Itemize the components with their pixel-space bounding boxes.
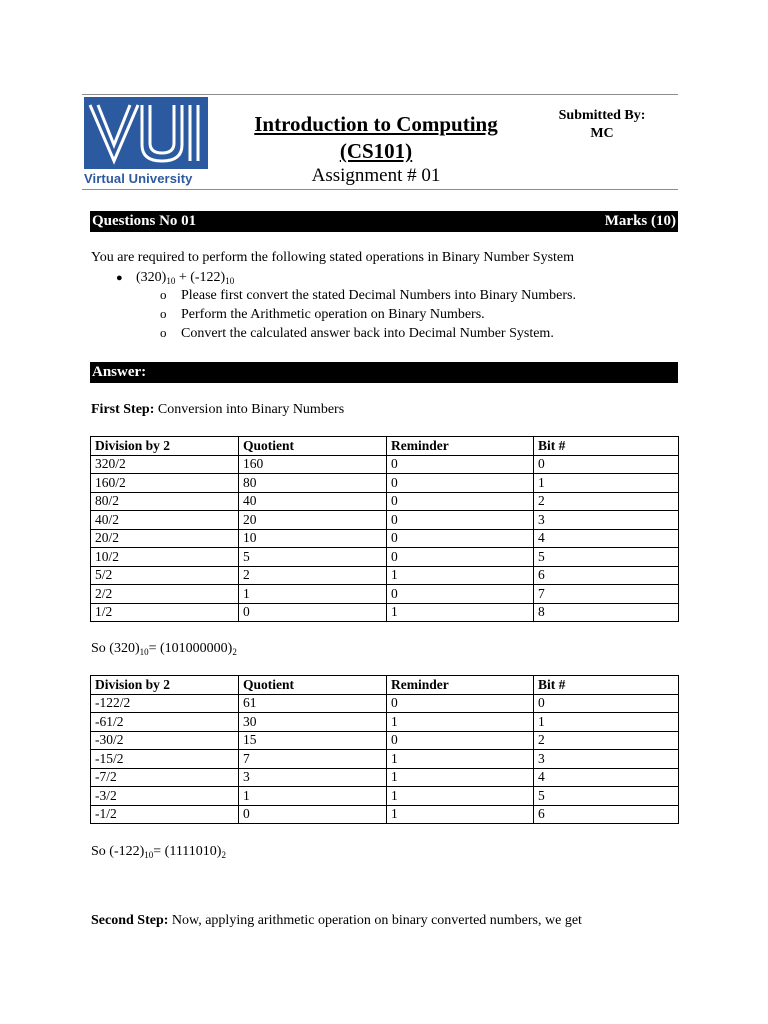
vu-logo-mark — [84, 97, 208, 169]
table-cell: -61/2 — [91, 713, 239, 732]
table-cell: 3 — [534, 750, 679, 769]
circle-bullet-icon: o — [160, 325, 167, 340]
circle-bullet-icon: o — [160, 306, 167, 321]
course-code: (CS101) — [339, 139, 413, 163]
table-cell: 4 — [534, 768, 679, 787]
table-cell: -3/2 — [91, 787, 239, 806]
column-header: Reminder — [387, 437, 534, 456]
table-cell: 1 — [387, 787, 534, 806]
table-cell: 7 — [239, 750, 387, 769]
bullet-icon: ● — [116, 272, 123, 284]
table-cell: 30 — [239, 713, 387, 732]
column-header: Bit # — [534, 437, 679, 456]
table-cell: 1/2 — [91, 603, 239, 622]
table-cell: 1 — [387, 768, 534, 787]
first-step-line — [91, 402, 344, 418]
table-cell: 3 — [534, 511, 679, 530]
table-row — [91, 529, 679, 548]
table-cell: 0 — [387, 511, 534, 530]
table-cell: 1 — [534, 713, 679, 732]
table-cell: 4 — [534, 529, 679, 548]
column-header: Quotient — [239, 676, 387, 695]
submitted-by-name: MC — [590, 126, 614, 141]
table-cell: 5 — [239, 548, 387, 567]
table-row — [91, 750, 679, 769]
table-row — [91, 805, 679, 824]
first-step-text: Conversion into Binary Numbers — [154, 402, 345, 417]
table-cell: 0 — [387, 455, 534, 474]
table-header-row — [91, 437, 679, 456]
answer-bar — [90, 362, 678, 383]
question-expression: $(320)_{10} + (-122)_{10}$ — [136, 270, 235, 286]
second-step-line — [91, 913, 582, 929]
table-cell: 1 — [387, 750, 534, 769]
table-cell: 0 — [239, 805, 387, 824]
table-cell: 20 — [239, 511, 387, 530]
column-header: Quotient — [239, 437, 387, 456]
virtual-university-logo — [84, 97, 208, 189]
table-cell: 0 — [387, 492, 534, 511]
logo-text: Virtual University — [84, 171, 193, 186]
table-cell: 2 — [534, 731, 679, 750]
vu-logo-icon — [84, 97, 208, 169]
table-cell: 10 — [239, 529, 387, 548]
result-minus122: So $(-122)_{10}= (1111010)_2$ — [91, 844, 226, 860]
table-cell: 3 — [239, 768, 387, 787]
column-header: Division by 2 — [91, 437, 239, 456]
table-row — [91, 492, 679, 511]
table-cell: 1 — [534, 474, 679, 493]
conversion-table-minus122 — [90, 675, 679, 824]
table-cell: -15/2 — [91, 750, 239, 769]
table-cell: 5/2 — [91, 566, 239, 585]
table-cell: 1 — [239, 585, 387, 604]
second-step-label: Second Step: — [91, 913, 169, 928]
table-cell: 80/2 — [91, 492, 239, 511]
table-cell: 5 — [534, 787, 679, 806]
answer-title: Answer: — [92, 364, 147, 380]
table-row — [91, 603, 679, 622]
table-row — [91, 511, 679, 530]
table-cell: 1 — [387, 805, 534, 824]
table-cell: 2 — [239, 566, 387, 585]
table-cell: 0 — [534, 455, 679, 474]
step-item-1: Please first convert the stated Decimal Numbers into Binary Numbers. — [181, 288, 577, 303]
table-cell: 0 — [387, 474, 534, 493]
column-header: Bit # — [534, 676, 679, 695]
conversion-table-320 — [90, 436, 679, 622]
table-cell: 0 — [387, 731, 534, 750]
table-row — [91, 585, 679, 604]
assignment-number: Assignment # 01 — [311, 165, 441, 186]
table-cell: 160/2 — [91, 474, 239, 493]
table-cell: -30/2 — [91, 731, 239, 750]
circle-bullet-icon: o — [160, 287, 167, 302]
table-cell: 0 — [387, 694, 534, 713]
table-cell: 40 — [239, 492, 387, 511]
table-row — [91, 474, 679, 493]
table-cell: 2 — [534, 492, 679, 511]
table-cell: 1 — [239, 787, 387, 806]
second-step-text: Now, applying arithmetic operation on binary converted numbers, we get — [168, 913, 582, 928]
table-row — [91, 694, 679, 713]
table-row — [91, 566, 679, 585]
question-instruction: You are required to perform the following stated operations in Binary Number System — [91, 250, 575, 265]
table-cell: 8 — [534, 603, 679, 622]
table-row — [91, 787, 679, 806]
table-cell: -1/2 — [91, 805, 239, 824]
table-cell: 1 — [387, 566, 534, 585]
column-header: Reminder — [387, 676, 534, 695]
table-cell: 10/2 — [91, 548, 239, 567]
question-bar — [90, 211, 678, 232]
table-cell: -7/2 — [91, 768, 239, 787]
table-cell: 40/2 — [91, 511, 239, 530]
question-title: Questions No 01 — [92, 213, 197, 229]
table-header-row — [91, 676, 679, 695]
table-cell: 0 — [534, 694, 679, 713]
table-cell: 2/2 — [91, 585, 239, 604]
table-cell: 6 — [534, 566, 679, 585]
submitted-by-label: Submitted By: — [558, 108, 646, 123]
table-row — [91, 455, 679, 474]
table-cell: 15 — [239, 731, 387, 750]
table-cell: 20/2 — [91, 529, 239, 548]
table-row — [91, 731, 679, 750]
marks-label: Marks (10) — [604, 213, 676, 229]
table-cell: 7 — [534, 585, 679, 604]
table-cell: 0 — [239, 603, 387, 622]
table-cell: 160 — [239, 455, 387, 474]
table-row — [91, 768, 679, 787]
step-item-2: Perform the Arithmetic operation on Binary Numbers. — [181, 307, 485, 322]
table-cell: -122/2 — [91, 694, 239, 713]
header-top-rule — [82, 94, 678, 95]
table-cell: 0 — [387, 585, 534, 604]
table-row — [91, 548, 679, 567]
table-row — [91, 713, 679, 732]
result-320: So $(320)_{10}= (101000000)_2$ — [91, 641, 237, 657]
table-cell: 1 — [387, 713, 534, 732]
step-item-3: Convert the calculated answer back into Decimal Number System. — [181, 326, 554, 341]
table-cell: 0 — [387, 529, 534, 548]
table-cell: 320/2 — [91, 455, 239, 474]
first-step-label: First Step: — [91, 402, 155, 417]
course-title: Introduction to Computing — [254, 112, 498, 136]
table-cell: 5 — [534, 548, 679, 567]
table-cell: 1 — [387, 603, 534, 622]
table-cell: 6 — [534, 805, 679, 824]
table-cell: 0 — [387, 548, 534, 567]
column-header: Division by 2 — [91, 676, 239, 695]
header-bottom-rule — [82, 189, 678, 190]
table-cell: 61 — [239, 694, 387, 713]
table-cell: 80 — [239, 474, 387, 493]
